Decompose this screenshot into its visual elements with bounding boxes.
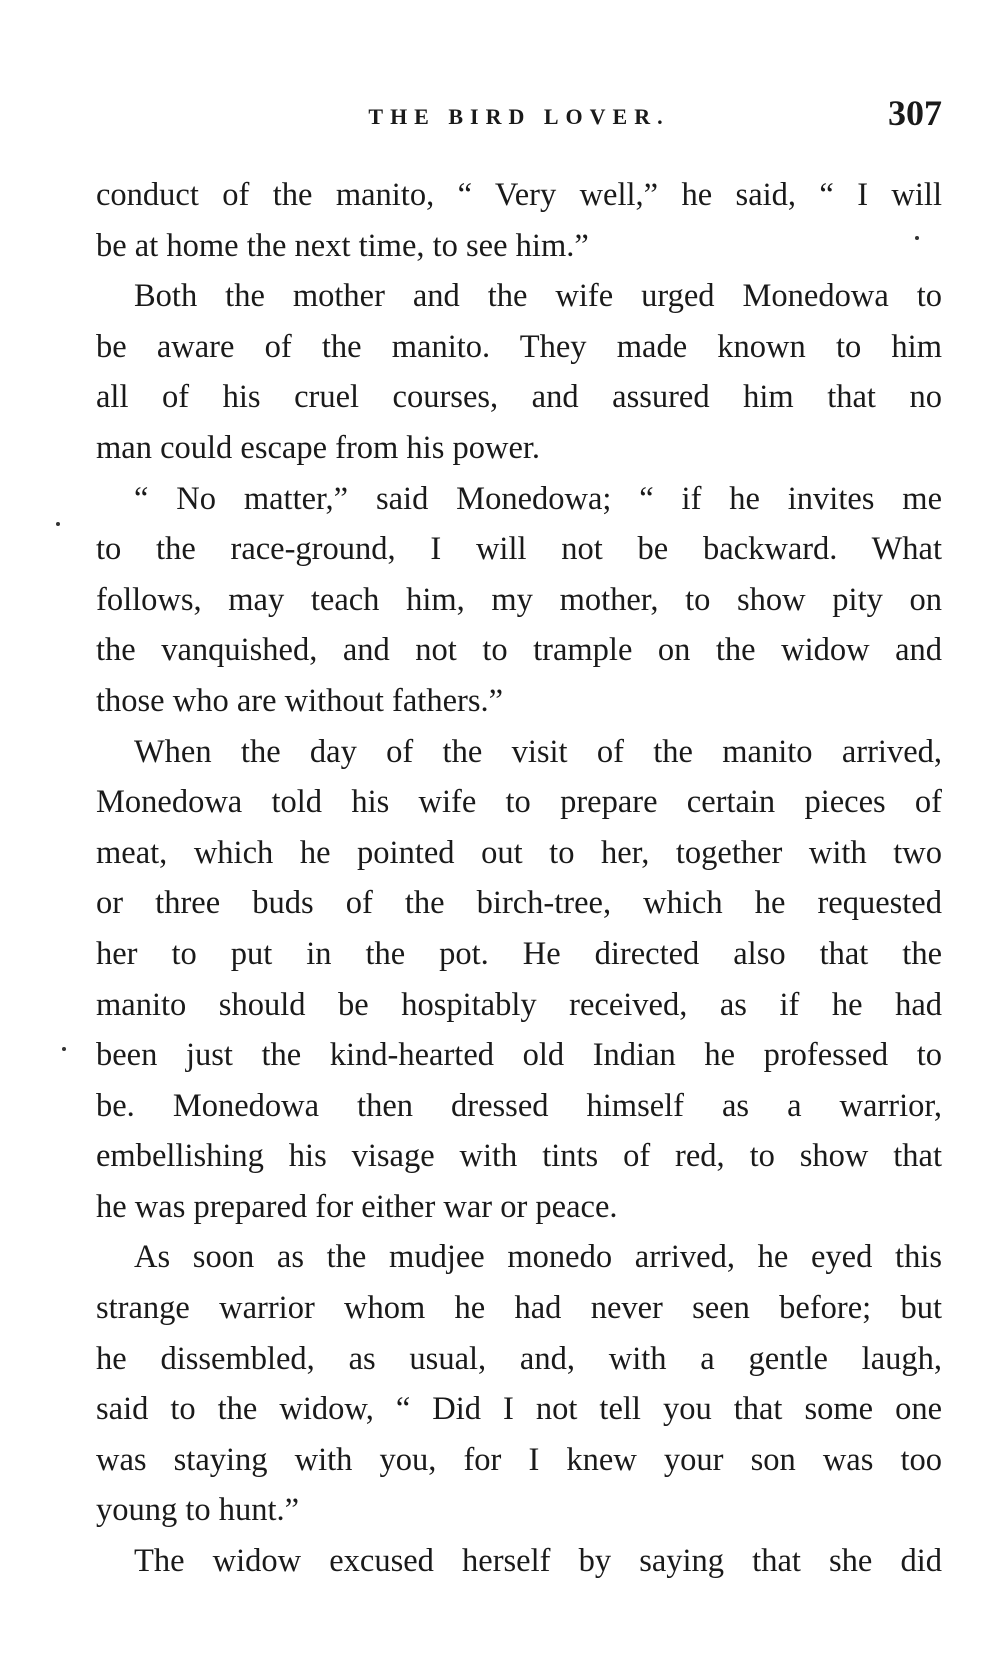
text-line: As soon as the mudjee monedo arrived, he eyed this	[134, 1239, 942, 1276]
text-line: embellishing his visage with tints of red, to show that	[96, 1138, 942, 1175]
text-line: those who are without fathers.”	[96, 682, 504, 719]
ink-speck	[62, 1047, 66, 1051]
ink-speck	[56, 522, 60, 526]
text-line: he dissembled, as usual, and, with a gentle laugh,	[96, 1340, 942, 1377]
text-line: been just the kind-hearted old Indian he professed to	[96, 1037, 942, 1074]
text-line: “ No matter,” said Monedowa; “ if he invites me	[134, 480, 942, 517]
page-number: 307	[888, 93, 942, 133]
text-line: young to hunt.”	[96, 1492, 300, 1529]
text-line: her to put in the pot. He directed also that the	[96, 935, 942, 972]
body-text	[96, 170, 942, 1587]
text-line: The widow excused herself by saying that she did	[134, 1543, 942, 1580]
text-line: When the day of the visit of the manito arrived,	[134, 733, 942, 770]
text-line: all of his cruel courses, and assured him that no	[96, 379, 942, 416]
text-line: Both the mother and the wife urged Monedowa to	[134, 278, 942, 315]
text-line: he was prepared for either war or peace.	[96, 1188, 618, 1225]
text-line: conduct of the manito, “ Very well,” he said, “ I will	[96, 177, 942, 213]
text-line: manito should be hospitably received, as if he had	[96, 986, 942, 1023]
text-line: strange warrior whom he had never seen before; but	[96, 1290, 942, 1327]
text-line: meat, which he pointed out to her, together with two	[96, 834, 942, 871]
text-line: be at home the next time, to see him.”	[96, 227, 589, 264]
text-line: or three buds of the birch-tree, which he requested	[96, 885, 942, 922]
text-line: be aware of the manito. They made known to him	[96, 328, 942, 365]
text-line: follows, may teach him, my mother, to show pity on	[96, 581, 942, 618]
text-line: man could escape from his power.	[96, 429, 541, 466]
text-line: was staying with you, for I knew your son was too	[96, 1441, 942, 1478]
text-line: be. Monedowa then dressed himself as a warrior,	[96, 1087, 942, 1124]
text-line: said to the widow, “ Did I not tell you that some one	[96, 1391, 942, 1428]
running-title: THE BIRD LOVER.	[368, 104, 670, 129]
ink-speck	[915, 236, 919, 240]
text-line: Monedowa told his wife to prepare certain pieces of	[96, 784, 942, 821]
text-line: the vanquished, and not to trample on the widow and	[96, 632, 942, 669]
running-head	[96, 92, 942, 142]
text-line: to the race-ground, I will not be backward. What	[96, 531, 942, 568]
